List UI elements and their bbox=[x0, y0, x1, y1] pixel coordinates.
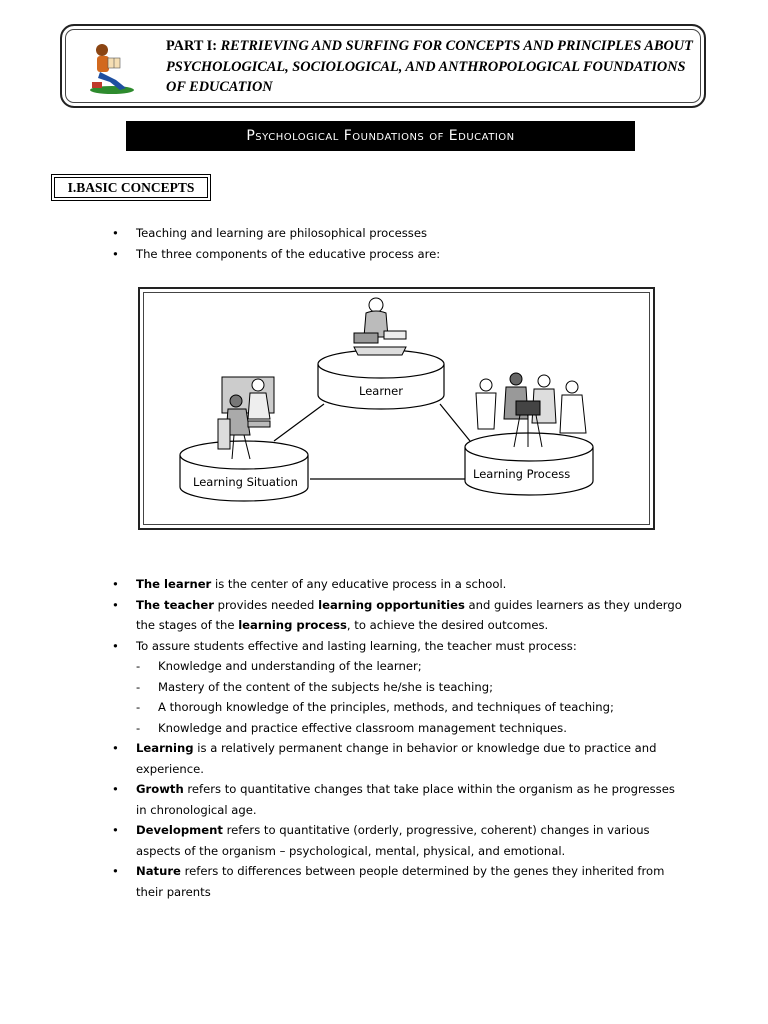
sub-list-item bbox=[0, 718, 768, 739]
bullet-text: , to achieve the desired outcomes. bbox=[346, 618, 549, 632]
banner-title: Psychological Foundations of Education bbox=[246, 128, 515, 144]
term-development: Development bbox=[136, 823, 223, 837]
term-growth: Growth bbox=[136, 782, 184, 796]
section-banner bbox=[126, 121, 635, 151]
sub-item-text: Knowledge and understanding of the learner; bbox=[158, 659, 422, 673]
term-learner: The learner bbox=[136, 577, 212, 591]
bullet-text: refers to differences between people determined by the genes they inherited from their parents bbox=[136, 864, 665, 899]
dash-marker: - bbox=[136, 659, 141, 673]
bullet-text: Teaching and learning are philosophical processes bbox=[136, 226, 428, 240]
dash-marker: - bbox=[136, 700, 141, 714]
bullet-text: refers to quantitative (orderly, progressive, coherent) changes in various aspects of the organism – psychological, mental, physical, and emotional. bbox=[136, 823, 650, 858]
basic-concepts-text: I.BASIC CONCEPTS bbox=[67, 179, 195, 195]
bullet-dot: • bbox=[112, 741, 119, 755]
student-reading-icon bbox=[354, 298, 406, 355]
bullet-text: The three components of the educative process are: bbox=[136, 246, 441, 261]
connector-learner-process bbox=[440, 404, 470, 441]
situation-cylinder bbox=[180, 441, 308, 501]
main-bullet-list bbox=[0, 574, 768, 902]
learning-situation-label: Learning Situation bbox=[193, 475, 298, 489]
learner-label: Learner bbox=[359, 384, 403, 398]
header-title-rest: RETRIEVING AND SURFING FOR CONCEPTS AND PRINCIPLES ABOUT PSYCHOLOGICAL, SOCIOLOGICAL, AND ANTHROPOLOGICAL FOUNDATIONS OF EDUCATION bbox=[166, 38, 693, 95]
learner-cylinder bbox=[318, 350, 444, 409]
bullet-text: refers to quantitative changes that take place within the organism as he progresses in chronological age. bbox=[136, 782, 675, 817]
sub-item-text: Mastery of the content of the subjects he/she is teaching; bbox=[158, 679, 493, 694]
bullet-dot: • bbox=[112, 597, 119, 612]
bullet-dot: • bbox=[112, 226, 119, 240]
list-item bbox=[0, 861, 768, 902]
sub-item-text: Knowledge and practice effective classroom management techniques. bbox=[158, 720, 567, 735]
dash-marker: - bbox=[136, 720, 141, 735]
bullet-dot: • bbox=[112, 246, 119, 261]
bullet-dot: • bbox=[112, 638, 119, 653]
list-item bbox=[0, 244, 768, 265]
term-nature: Nature bbox=[136, 864, 181, 878]
header-box bbox=[60, 24, 706, 108]
list-item bbox=[0, 820, 768, 861]
learning-process-label: Learning Process bbox=[473, 467, 571, 481]
term-learning-process: learning process bbox=[238, 618, 347, 632]
list-item bbox=[0, 738, 768, 779]
bullet-text: provides needed bbox=[214, 597, 319, 612]
part-label: PART I: bbox=[166, 38, 221, 54]
term-teacher: The teacher bbox=[136, 597, 214, 612]
term-learning-opportunities: learning opportunities bbox=[318, 597, 465, 612]
list-item bbox=[0, 595, 768, 636]
bullet-dot: • bbox=[112, 823, 119, 837]
term-learning: Learning bbox=[136, 741, 194, 755]
diagram-drawing bbox=[140, 289, 657, 532]
sub-list-item bbox=[0, 656, 768, 677]
connector-learner-situation bbox=[274, 404, 324, 441]
bullet-text: To assure students effective and lasting learning, the teacher must process: bbox=[136, 638, 577, 653]
bullet-dot: • bbox=[112, 577, 119, 591]
intro-bullet-list bbox=[0, 223, 768, 264]
process-cylinder bbox=[465, 433, 593, 495]
bullet-dot: • bbox=[112, 864, 119, 878]
sub-list-item bbox=[0, 697, 768, 718]
bullet-text: is the center of any educative process in a school. bbox=[211, 577, 507, 591]
sub-list-item bbox=[0, 677, 768, 698]
list-item bbox=[0, 779, 768, 820]
list-item bbox=[0, 574, 768, 595]
list-item bbox=[0, 636, 768, 657]
educative-process-diagram bbox=[138, 287, 655, 530]
dash-marker: - bbox=[136, 679, 141, 694]
reading-person-icon bbox=[86, 40, 138, 96]
basic-concepts-label bbox=[51, 174, 211, 201]
list-item bbox=[0, 223, 768, 244]
sub-item-text: A thorough knowledge of the principles, methods, and techniques of teaching; bbox=[158, 700, 614, 714]
header-title bbox=[166, 36, 696, 98]
bullet-text: is a relatively permanent change in behavior or knowledge due to practice and experience. bbox=[136, 741, 657, 776]
bullet-text: and guides learners as they undergo the stages of the bbox=[136, 597, 682, 632]
bullet-dot: • bbox=[112, 782, 119, 796]
